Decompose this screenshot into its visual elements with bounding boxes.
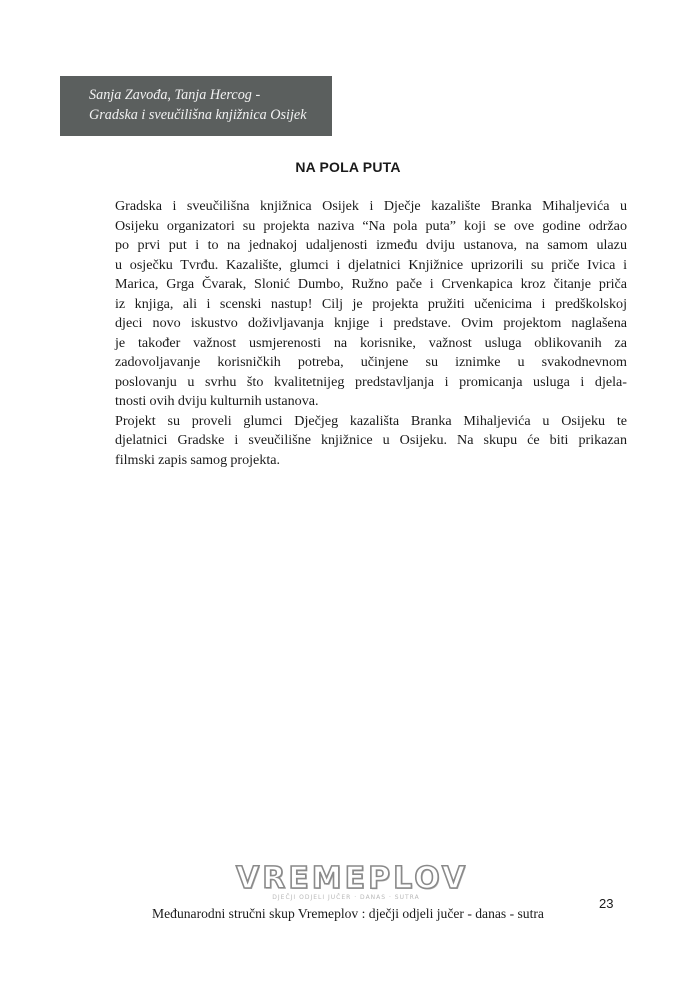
body-line: poslovanju u svrhu što kvalitetnijeg predstavljanja i promicanja usluga i djela- bbox=[115, 373, 627, 390]
article-body bbox=[115, 197, 627, 470]
vremeplov-logo bbox=[236, 861, 469, 901]
body-line: Projekt su proveli glumci Dječjeg kazališta Branka Mihaljevića u Osijeku te bbox=[115, 412, 627, 429]
body-line: po prvi put i to na jednakoj udaljenosti između dviju ustanova, na samom ulazu bbox=[115, 237, 627, 253]
body-line: Marica, Grga Čvarak, Slonić Dumbo, Ružno pače i Crvenkapica kroz čitanje priča bbox=[115, 276, 627, 292]
author-institution: Gradska i sveučilišna knjižnica Osijek bbox=[89, 107, 307, 123]
author-header-box bbox=[60, 76, 332, 136]
article-title: NA POLA PUTA bbox=[295, 159, 401, 175]
body-line: Gradska i sveučilišna knjižnica Osijek i Dječje kazalište Branka Mihaljevića u bbox=[115, 198, 627, 214]
footer-conference-title: Međunarodni stručni skup Vremeplov : dječji odjeli jučer - danas - sutra bbox=[152, 906, 544, 921]
body-line: djelatnici Gradske i sveučilišne knjižnice u Osijeku. Na skupu će biti prikazan bbox=[115, 432, 627, 448]
logo-subtitle: DJEČJI ODJELI JUČER · DANAS · SUTRA bbox=[272, 894, 420, 901]
body-line: djeci novo iskustvo doživljavanja knjige i predstave. Ovim projektom naglašena bbox=[115, 315, 627, 331]
body-line: zadovoljavanje korisničkih potreba, učinjene su iznimke u svakodnevnom bbox=[115, 354, 627, 370]
body-line: tnosti ovih dviju kulturnih ustanova. bbox=[115, 393, 319, 409]
logo-wordmark: VREMEPLOV bbox=[236, 861, 469, 896]
body-line: je također važnost usmjerenosti na korisnike, važnost usluga oblikovanih za bbox=[115, 334, 627, 351]
body-line: u osječku Tvrđu. Kazalište, glumci i djelatnici Knjižnice uprizorili su priče Ivica i bbox=[115, 256, 627, 273]
body-line: iz knjiga, ali i scenski nastup! Cilj je projekta pružiti učenicima i predškolskoj bbox=[115, 295, 627, 312]
body-line: Osijeku organizatori su projekta naziva “Na pola puta” koji se ove godine održao bbox=[115, 217, 627, 234]
body-line: filmski zapis samog projekta. bbox=[115, 451, 281, 468]
author-names: Sanja Zavođa, Tanja Hercog - bbox=[89, 87, 261, 103]
page-number: 23 bbox=[599, 896, 614, 911]
